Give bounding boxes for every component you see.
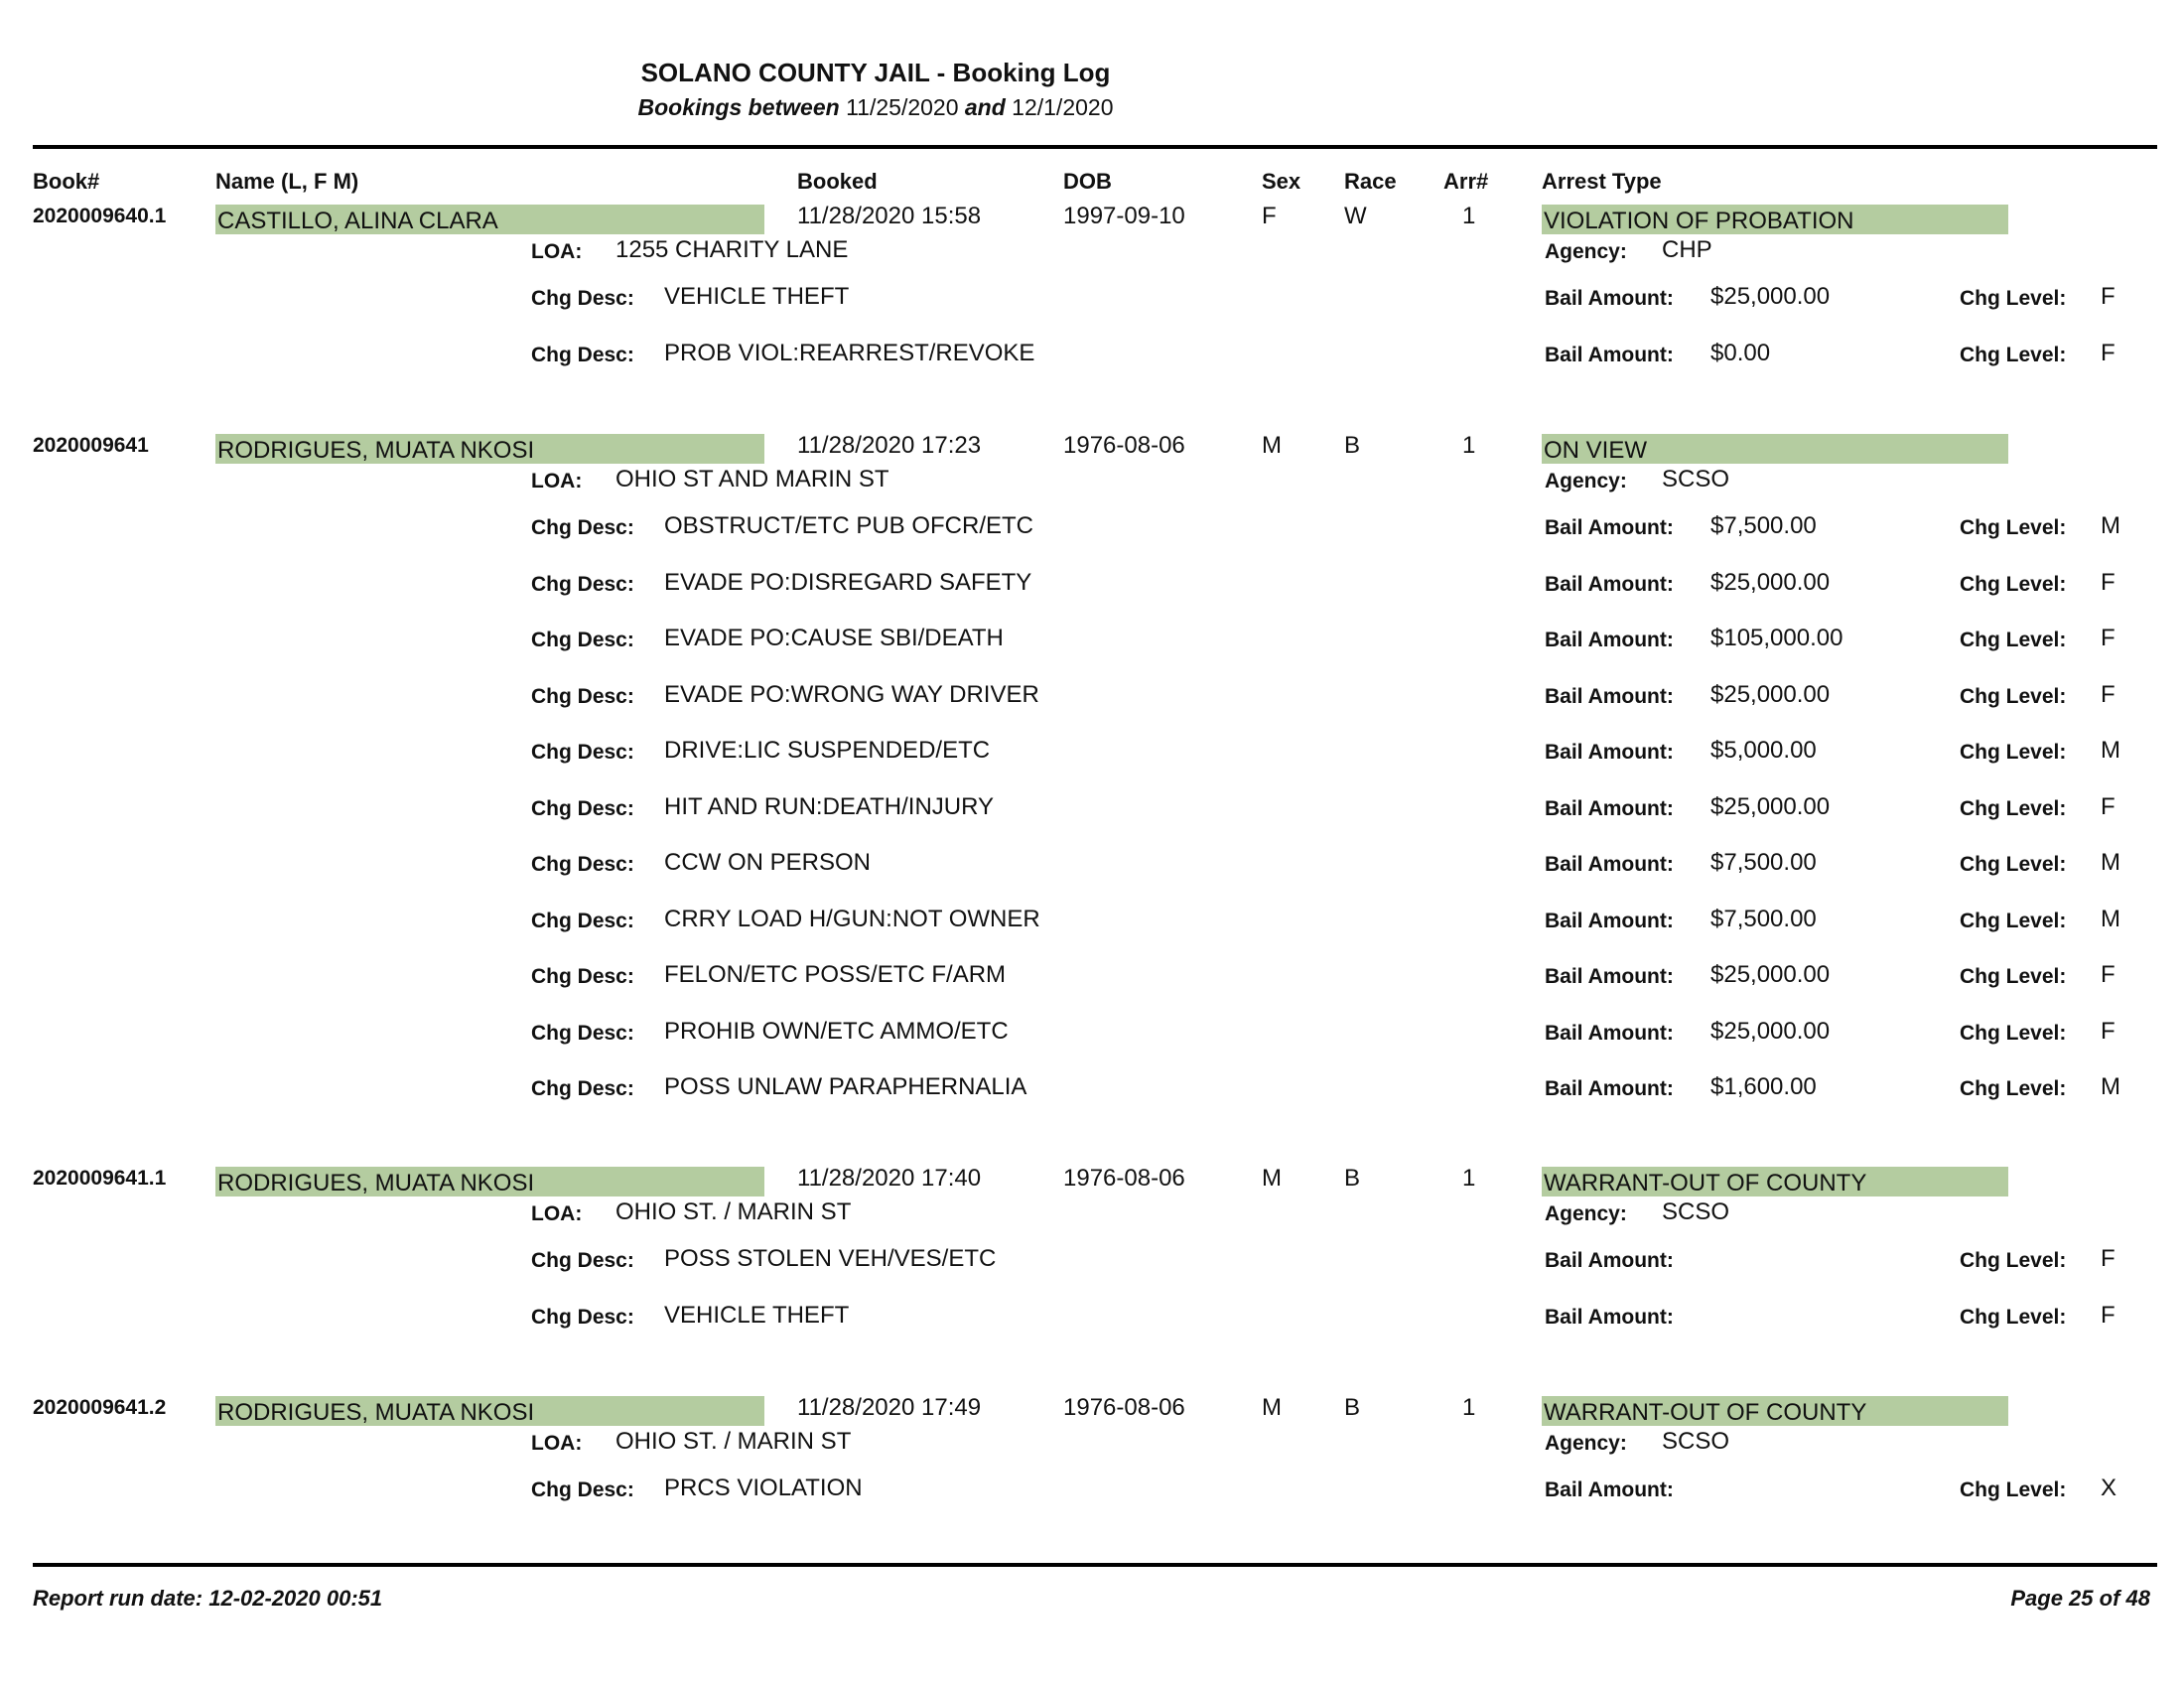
chg-desc-label: Chg Desc: — [531, 796, 634, 820]
chg-desc-label: Chg Desc: — [531, 516, 634, 539]
chg-level-label: Chg Level: — [1960, 343, 2067, 366]
chg-level-label: Chg Level: — [1960, 853, 2067, 876]
agency-value: SCSO — [1662, 1428, 1730, 1455]
chg-desc-label: Chg Desc: — [531, 1249, 634, 1272]
bail-amount-label: Bail Amount: — [1545, 796, 1674, 820]
dob: 1997-09-10 — [1063, 203, 1185, 229]
charge-level: F — [2101, 339, 2116, 366]
charge-level: M — [2101, 849, 2120, 876]
dob: 1976-08-06 — [1063, 432, 1185, 459]
charge-description: POSS STOLEN VEH/VES/ETC — [664, 1245, 997, 1272]
chg-level-label: Chg Level: — [1960, 629, 2067, 651]
arrest-type: VIOLATION OF PROBATION — [1544, 208, 1854, 234]
chg-level-label: Chg Level: — [1960, 741, 2067, 764]
charge-level: F — [2101, 1017, 2116, 1045]
book-number: 2020009640.1 — [33, 205, 167, 227]
chg-desc-label: Chg Desc: — [531, 853, 634, 876]
booked-datetime: 11/28/2020 17:40 — [797, 1165, 982, 1192]
charge-level: F — [2101, 283, 2116, 310]
bail-amount: $25,000.00 — [1710, 961, 1831, 988]
chg-level-label: Chg Level: — [1960, 572, 2067, 596]
charge-description: VEHICLE THEFT — [664, 283, 850, 310]
bail-amount: $0.00 — [1710, 339, 1771, 366]
agency-label: Agency: — [1545, 240, 1627, 263]
chg-level-label: Chg Level: — [1960, 1249, 2067, 1272]
bail-amount-label: Bail Amount: — [1545, 287, 1674, 310]
booked-datetime: 11/28/2020 15:58 — [797, 203, 982, 229]
race: W — [1344, 203, 1367, 229]
range-prefix: Bookings between — [637, 94, 840, 120]
booked-datetime: 11/28/2020 17:23 — [797, 432, 982, 459]
loa-label: LOA: — [531, 470, 583, 492]
bail-amount-label: Bail Amount: — [1545, 1478, 1674, 1501]
bail-amount-label: Bail Amount: — [1545, 1305, 1674, 1329]
charge-description: OBSTRUCT/ETC PUB OFCR/ETC — [664, 512, 1034, 539]
charge-description: VEHICLE THEFT — [664, 1301, 850, 1329]
loa-value: 1255 CHARITY LANE — [615, 236, 849, 263]
agency-value: CHP — [1662, 236, 1712, 263]
charge-level: M — [2101, 1073, 2120, 1100]
race: B — [1344, 1394, 1361, 1421]
chg-level-label: Chg Level: — [1960, 287, 2067, 310]
page-number: Page 25 of 48 — [2010, 1586, 2150, 1611]
inmate-name: RODRIGUES, MUATA NKOSI — [217, 1399, 535, 1426]
sex: F — [1262, 203, 1277, 229]
bail-amount-label: Bail Amount: — [1545, 1021, 1674, 1045]
charge-level: F — [2101, 1301, 2116, 1329]
agency-value: SCSO — [1662, 466, 1730, 492]
inmate-name: RODRIGUES, MUATA NKOSI — [217, 1170, 535, 1196]
loa-value: OHIO ST. / MARIN ST — [615, 1428, 852, 1455]
chg-level-label: Chg Level: — [1960, 796, 2067, 820]
charge-description: PROHIB OWN/ETC AMMO/ETC — [664, 1017, 1009, 1045]
bail-amount: $25,000.00 — [1710, 792, 1831, 820]
arrest-type: ON VIEW — [1544, 437, 1648, 464]
bail-amount-label: Bail Amount: — [1545, 853, 1674, 876]
charge-description: POSS UNLAW PARAPHERNALIA — [664, 1073, 1027, 1100]
charge-description: HIT AND RUN:DEATH/INJURY — [664, 792, 995, 820]
dob: 1976-08-06 — [1063, 1394, 1185, 1421]
chg-level-label: Chg Level: — [1960, 1077, 2067, 1100]
end-date: 12/1/2020 — [1012, 94, 1114, 120]
arrest-type: WARRANT-OUT OF COUNTY — [1544, 1399, 1867, 1426]
start-date: 11/25/2020 — [846, 94, 959, 120]
bail-amount-label: Bail Amount: — [1545, 572, 1674, 596]
chg-desc-label: Chg Desc: — [531, 629, 634, 651]
charge-level: F — [2101, 792, 2116, 820]
charge-level: M — [2101, 512, 2120, 539]
agency-label: Agency: — [1545, 470, 1627, 492]
chg-desc-label: Chg Desc: — [531, 741, 634, 764]
charge-level: X — [2101, 1475, 2117, 1501]
col-dob: DOB — [1063, 169, 1112, 194]
charge-level: M — [2101, 905, 2120, 932]
name-highlight — [215, 1396, 764, 1426]
charge-description: FELON/ETC POSS/ETC F/ARM — [664, 961, 1007, 988]
bail-amount-label: Bail Amount: — [1545, 1249, 1674, 1272]
col-arrest-type: Arrest Type — [1542, 169, 1662, 194]
chg-level-label: Chg Level: — [1960, 909, 2067, 932]
arrest-type-highlight — [1542, 434, 2008, 464]
charge-description: EVADE PO:DISREGARD SAFETY — [664, 568, 1032, 596]
bail-amount: $7,500.00 — [1710, 849, 1817, 876]
sex: M — [1262, 1165, 1282, 1192]
name-highlight — [215, 205, 764, 234]
chg-level-label: Chg Level: — [1960, 684, 2067, 708]
bail-amount-label: Bail Amount: — [1545, 684, 1674, 708]
charge-level: F — [2101, 625, 2116, 651]
charge-description: CRRY LOAD H/GUN:NOT OWNER — [664, 905, 1040, 932]
bail-amount: $25,000.00 — [1710, 568, 1831, 596]
name-highlight — [215, 1167, 764, 1196]
chg-desc-label: Chg Desc: — [531, 343, 634, 366]
charge-description: DRIVE:LIC SUSPENDED/ETC — [664, 737, 991, 764]
loa-label: LOA: — [531, 1432, 583, 1455]
loa-value: OHIO ST AND MARIN ST — [615, 466, 889, 492]
agency-value: SCSO — [1662, 1198, 1730, 1225]
chg-desc-label: Chg Desc: — [531, 1478, 634, 1501]
chg-desc-label: Chg Desc: — [531, 287, 634, 310]
bail-amount: $1,600.00 — [1710, 1073, 1817, 1100]
arrest-type-highlight — [1542, 205, 2008, 234]
sex: M — [1262, 432, 1282, 459]
chg-level-label: Chg Level: — [1960, 516, 2067, 539]
range-join: and — [964, 94, 1006, 120]
charge-description: CCW ON PERSON — [664, 849, 872, 876]
chg-desc-label: Chg Desc: — [531, 909, 634, 932]
chg-desc-label: Chg Desc: — [531, 1077, 634, 1100]
report-subtitle — [0, 94, 1751, 121]
loa-label: LOA: — [531, 1202, 583, 1225]
bail-amount: $105,000.00 — [1710, 625, 1843, 651]
report-title: SOLANO COUNTY JAIL - Booking Log — [640, 58, 1111, 87]
inmate-name: RODRIGUES, MUATA NKOSI — [217, 437, 535, 464]
bail-amount: $5,000.00 — [1710, 737, 1817, 764]
charge-level: F — [2101, 961, 2116, 988]
chg-desc-label: Chg Desc: — [531, 1021, 634, 1045]
bail-amount-label: Bail Amount: — [1545, 741, 1674, 764]
sex: M — [1262, 1394, 1282, 1421]
chg-level-label: Chg Level: — [1960, 1305, 2067, 1329]
name-highlight — [215, 434, 764, 464]
agency-label: Agency: — [1545, 1202, 1627, 1225]
arrest-number: 1 — [1462, 1165, 1476, 1192]
col-sex: Sex — [1262, 169, 1301, 194]
arrest-number: 1 — [1462, 203, 1476, 229]
col-race: Race — [1344, 169, 1397, 194]
arrest-number: 1 — [1462, 1394, 1476, 1421]
bail-amount-label: Bail Amount: — [1545, 343, 1674, 366]
chg-desc-label: Chg Desc: — [531, 572, 634, 596]
dob: 1976-08-06 — [1063, 1165, 1185, 1192]
charge-description: EVADE PO:WRONG WAY DRIVER — [664, 680, 1039, 708]
arrest-type-highlight — [1542, 1396, 2008, 1426]
chg-level-label: Chg Level: — [1960, 1021, 2067, 1045]
chg-desc-label: Chg Desc: — [531, 1305, 634, 1329]
charge-level: F — [2101, 680, 2116, 708]
bail-amount-label: Bail Amount: — [1545, 1077, 1674, 1100]
book-number: 2020009641.1 — [33, 1167, 167, 1190]
bail-amount: $25,000.00 — [1710, 680, 1831, 708]
book-number: 2020009641 — [33, 434, 149, 457]
chg-level-label: Chg Level: — [1960, 965, 2067, 988]
bail-amount: $7,500.00 — [1710, 905, 1817, 932]
race: B — [1344, 432, 1361, 459]
charge-description: PRCS VIOLATION — [664, 1475, 863, 1501]
loa-value: OHIO ST. / MARIN ST — [615, 1198, 852, 1225]
col-name: Name (L, F M) — [215, 169, 359, 194]
arrest-type-highlight — [1542, 1167, 2008, 1196]
charge-level: F — [2101, 1245, 2116, 1272]
book-number: 2020009641.2 — [33, 1396, 167, 1419]
arrest-number: 1 — [1462, 432, 1476, 459]
top-rule — [33, 145, 2157, 149]
bail-amount-label: Bail Amount: — [1545, 909, 1674, 932]
bail-amount-label: Bail Amount: — [1545, 629, 1674, 651]
inmate-name: CASTILLO, ALINA CLARA — [217, 208, 498, 234]
bail-amount: $25,000.00 — [1710, 1017, 1831, 1045]
charge-level: M — [2101, 737, 2120, 764]
charge-description: EVADE PO:CAUSE SBI/DEATH — [664, 625, 1004, 651]
col-arr: Arr# — [1443, 169, 1489, 194]
loa-label: LOA: — [531, 240, 583, 263]
chg-desc-label: Chg Desc: — [531, 965, 634, 988]
bail-amount: $25,000.00 — [1710, 283, 1831, 310]
chg-level-label: Chg Level: — [1960, 1478, 2067, 1501]
bail-amount-label: Bail Amount: — [1545, 516, 1674, 539]
chg-desc-label: Chg Desc: — [531, 684, 634, 708]
charge-level: F — [2101, 568, 2116, 596]
agency-label: Agency: — [1545, 1432, 1627, 1455]
arrest-type: WARRANT-OUT OF COUNTY — [1544, 1170, 1867, 1196]
bail-amount: $7,500.00 — [1710, 512, 1817, 539]
col-book: Book# — [33, 169, 100, 194]
bottom-rule — [33, 1563, 2157, 1567]
charge-description: PROB VIOL:REARREST/REVOKE — [664, 339, 1035, 366]
report-run-date: Report run date: 12-02-2020 00:51 — [33, 1586, 383, 1611]
bail-amount-label: Bail Amount: — [1545, 965, 1674, 988]
booked-datetime: 11/28/2020 17:49 — [797, 1394, 982, 1421]
race: B — [1344, 1165, 1361, 1192]
col-booked: Booked — [797, 169, 878, 194]
